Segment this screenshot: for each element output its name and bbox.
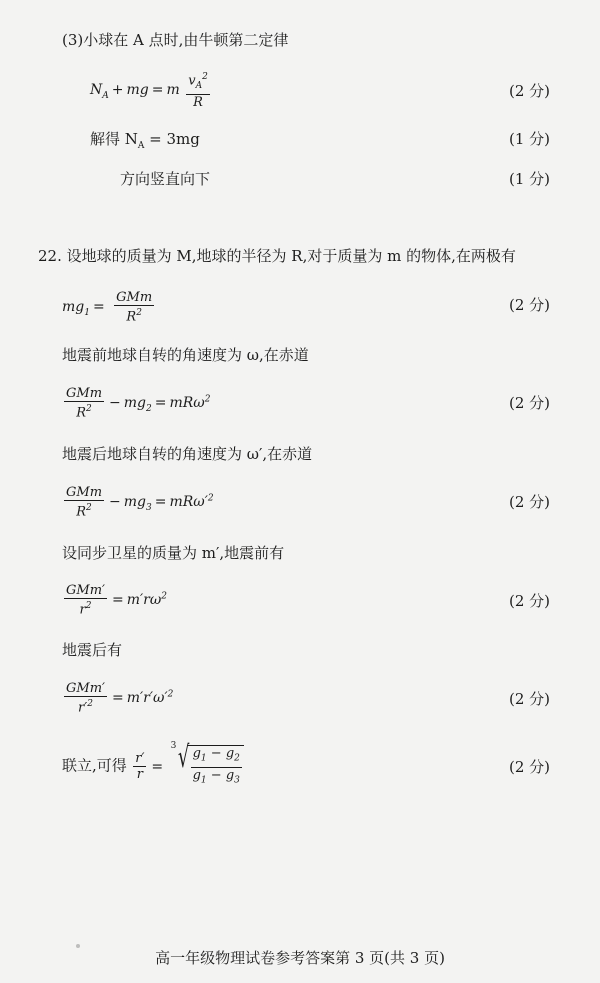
score: (2 分) [508, 394, 550, 412]
equation-satellite-after: $\frac{\text{GMm′}}{r'^2}$ = $m'r'\omega'^2$ [66, 681, 174, 716]
line-after: 地震后有 [62, 641, 123, 659]
line-before-quake: 地震前地球自转的角速度为 ω,在赤道 [62, 346, 309, 364]
q22-intro: 22. 设地球的质量为 M,地球的半径为 R,对于质量为 m 的物体,在两极有 [38, 247, 516, 265]
score: (2 分) [508, 493, 550, 511]
equation-equator-before: $\frac{\text{GMm}}{R^2}$ − $mg_2 = mR\omega^2$ [66, 386, 211, 421]
solve-line: 解得 $N_A = 3mg$ [90, 130, 200, 151]
equation-poles: $mg_1$ = $\frac{\text{GMm}}{R^2}$ [62, 290, 153, 325]
line-satellite: 设同步卫星的质量为 m′,地震前有 [62, 544, 285, 562]
score: (2 分) [508, 592, 550, 610]
equation-equator-after: $\frac{\text{GMm}}{R^2}$ − $mg_3 = mR\omega'^2$ [66, 485, 214, 520]
part3-title: (3)小球在 A 点时,由牛顿第二定律 [62, 31, 289, 49]
equation-combined: 联立,可得 $\frac{r'}{r}$ = 3 √ $\frac{g_1 - g_2}{g_1 - g_3}$ [62, 745, 244, 788]
score: (1 分) [508, 130, 550, 148]
score: (1 分) [508, 170, 550, 188]
equation-na: $N_A$ + mg = m $\frac{v_A^2}{R}$ [90, 72, 208, 110]
score: (2 分) [508, 82, 550, 100]
direction-line: 方向竖直向下 [120, 170, 211, 188]
page-footer: 高一年级物理试卷参考答案第 3 页(共 3 页) [155, 949, 445, 967]
line-after-quake: 地震后地球自转的角速度为 ω′,在赤道 [62, 445, 313, 463]
score: (2 分) [508, 296, 550, 314]
score: (2 分) [508, 758, 550, 776]
equation-satellite-before: $\frac{\text{GMm′}}{r^2}$ = $m'r\omega^2$ [66, 583, 168, 618]
score: (2 分) [508, 690, 550, 708]
